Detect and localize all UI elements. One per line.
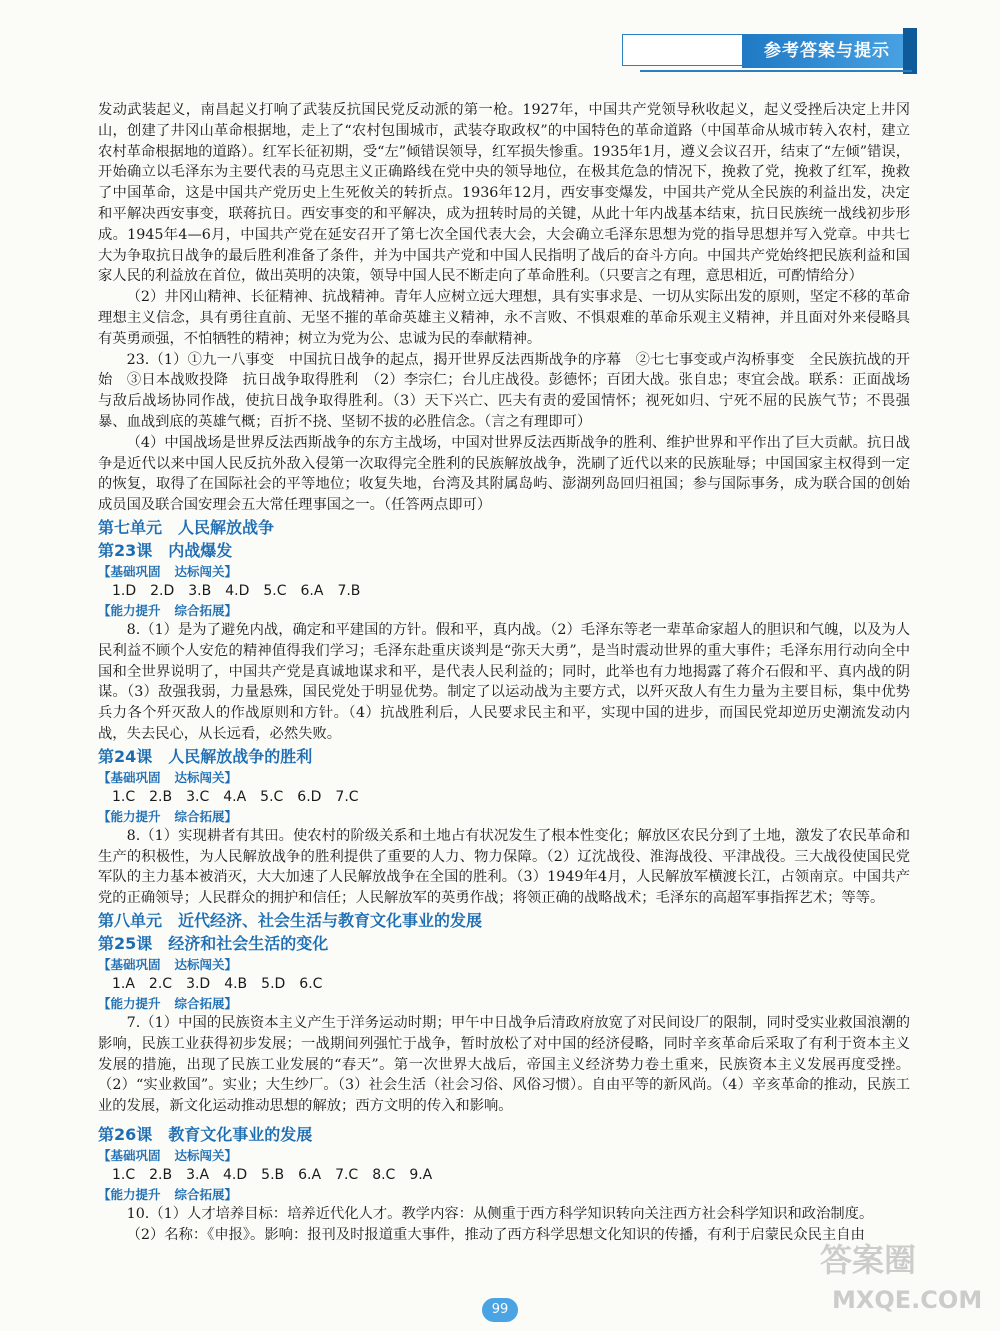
section-tag: 【基础巩固 达标闯关】 <box>98 769 238 785</box>
header-tab: 参考答案与提示 <box>742 34 912 68</box>
header-rule <box>640 70 912 72</box>
paragraph: 7.（1）中国的民族资本主义产生于洋务运动时期；甲午中日战争后清政府放宽了对民间设厂的限制，同时受实业救国浪潮的影响，民族工业获得初步发展；一战期间列强忙于战争，暂时放松了对中国的经济侵略，同时辛亥革命后采取了有利于资本主义发展的措施，出现了民族工业发展的“春天”。第一次世界大战后，帝国主义经济势力卷土重来，民族资本主义发展再度受挫。（2）“实业救国”。实业；大生纱厂。（3）社会生活（社会习俗、风俗习惯）。自由平等的新风尚。（4）辛亥革命的推动，民族工业的发展，新文化运动推动思想的解放；西方文明的传入和影响。 <box>98 1014 910 1115</box>
paragraph: （2）名称：《申报》。影响：报刊及时报道重大事件，推动了西方科学思想文化知识的传播，有利于启蒙民众民主自由 <box>126 1226 865 1243</box>
page-number: 99 <box>482 1298 518 1322</box>
lesson-title: 第26课 教育文化事业的发展 <box>98 1124 313 1144</box>
choice-answers: 1.D 2.D 3.B 4.D 5.C 6.A 7.B <box>112 582 361 599</box>
watermark: 答案圈 <box>820 1241 917 1279</box>
watermark-url: MXQE.COM <box>832 1286 983 1314</box>
section-tag: 【基础巩固 达标闯关】 <box>98 563 238 579</box>
section-tag: 【能力提升 综合拓展】 <box>98 602 238 618</box>
answer-content <box>98 100 910 1245</box>
choice-answers: 1.C 2.B 3.C 4.A 5.C 6.D 7.C <box>112 788 359 805</box>
section-tag: 【能力提升 综合拓展】 <box>98 995 238 1011</box>
header-decoration <box>903 28 917 74</box>
section-tag: 【基础巩固 达标闯关】 <box>98 956 238 972</box>
paragraph: 8.（1）实现耕者有其田。使农村的阶级关系和土地占有状况发生了根本性变化；解放区农民分到了土地，激发了农民革命和生产的积极性，为人民解放战争的胜利提供了重要的人力、物力保障。（2）辽沈战役、淮海战役、平津战役。三大战役使国民党军队的主力基本被消灭，大大加速了人民解放战争在全国的胜利。（3）1949年4月，人民解放军横渡长江，占领南京。中国共产党的正确领导；人民群众的拥护和信任；人民解放军的英勇作战；将领正确的战略战术；毛泽东的高超军事指挥艺术；等等。 <box>98 827 910 907</box>
paragraph: （4）中国战场是世界反法西斯战争的东方主战场，中国对世界反法西斯战争的胜利、维护世界和平作出了巨大贡献。抗日战争是近代以来中国人民反抗外敌入侵第一次取得完全胜利的民族解放战争，洗刷了近代以来的民族耻辱；中国国家主权得到一定的恢复，取得了在国际社会的平等地位；收复失地，台湾及其附属岛屿、澎湖列岛回归祖国；参与国际事务，成为联合国的创始成员国及联合国安理会五大常任理事国之一。（任答两点即可） <box>98 434 910 514</box>
unit-title: 第八单元 近代经济、社会生活与教育文化事业的发展 <box>98 910 483 930</box>
unit-title: 第七单元 人民解放战争 <box>98 517 275 537</box>
lesson-title: 第25课 经济和社会生活的变化 <box>98 933 329 953</box>
paragraph: 8.（1）是为了避免内战，确定和平建国的方针。假和平，真内战。（2）毛泽东等老一辈革命家超人的胆识和气魄，以及为人民利益不顾个人安危的精神值得我们学习；毛泽东赴重庆谈判是“弥天大勇”，是当时震动世界的重大事件；毛泽东用行动向全中国和全世界说明了，中国共产党是真诚地谋求和平，是代表人民利益的；同时，此举也有力地揭露了蒋介石假和平、真内战的阴谋。（3）敌强我弱，力量悬殊，国民党处于明显优势。制定了以运动战为主要方式，以歼灭敌人有生力量为主要目标，集中优势兵力各个歼灭敌人的作战原则和方针。（4）抗战胜利后，人民要求民主和平，实现中国的进步，而国民党却逆历史潮流发动内战，失去民心，从长远看，必然失败。 <box>98 621 910 742</box>
paragraph: （2）井冈山精神、长征精神、抗战精神。青年人应树立远大理想，具有实事求是、一切从实际出发的原则，坚定不移的革命理想主义信念，具有勇往直前、无坚不摧的革命英雄主义精神，永不言败、不惧艰难的革命乐观主义精神，并且面对外来侵略具有英勇顽强，不怕牺牲的精神；树立为党为公、忠诚为民的奉献精神。 <box>98 289 910 347</box>
choice-answers: 1.C 2.B 3.A 4.D 5.B 6.A 7.C 8.C 9.A <box>112 1166 433 1183</box>
paragraph: 23.（1）①九一八事变 中国抗日战争的起点，揭开世界反法西斯战争的序幕 ②七七事变或卢沟桥事变 全民族抗战的开始 ③日本战败投降 抗日战争取得胜利 （2）李宗仁；台儿庄战役。彭德怀；百团大战。张自忠；枣宜会战。联系：正面战场与敌后战场协同作战，使抗日战争取得胜利。（3）天下兴亡、匹夫有责的爱国情怀；视死如归、宁死不屈的民族气节；不畏强暴、血战到底的英雄气概；百折不挠、坚韧不拔的必胜信念。（言之有理即可） <box>98 351 910 430</box>
lesson-title: 第23课 内战爆发 <box>98 540 233 560</box>
choice-answers: 1.A 2.C 3.D 4.B 5.D 6.C <box>112 975 323 992</box>
section-tag: 【能力提升 综合拓展】 <box>98 808 238 824</box>
paragraph: 发动武装起义，南昌起义打响了武装反抗国民党反动派的第一枪。1927年，中国共产党领导秋收起义，起义受挫后决定上井冈山，创建了井冈山革命根据地，走上了“农村包围城市，武装夺取政权”的中国特色的革命道路（中国革命从城市转入农村，建立农村革命根据地的道路）。红军长征初期，受“左”倾错误领导，红军损失惨重。1935年1月，遵义会议召开，结束了“左倾”错误，开始确立以毛泽东为主要代表的马克思主义正确路线在党中央的领导地位，在极其危急的情况下，挽救了党，挽救了红军，挽救了中国革命，这是中国共产党历史上生死攸关的转折点。1936年12月，西安事变爆发，中国共产党从全民族的利益出发，决定和平解决西安事变，联蒋抗日。西安事变的和平解决，成为扭转时局的关键，从此十年内战基本结束，抗日民族统一战线初步形成。1945年4—6月，中国共产党在延安召开了第七次全国代表大会，大会确立毛泽东思想为党的指导思想并写入党章。中共七大为争取抗日战争的最后胜利准备了条件，并为中国共产党和中国人民指明了战后的奋斗方向。中国共产党始终把民族利益和国家人民的利益放在首位，做出英明的决策，领导中国人民不断走向了革命胜利。（只要言之有理，意思相近，可酌情给分） <box>98 102 910 285</box>
paragraph: 10.（1）人才培养目标：培养近代化人才。教学内容：从侧重于西方科学知识转向关注西方社会科学知识和政治制度。 <box>126 1205 874 1222</box>
header-frame <box>622 34 752 66</box>
section-tag: 【能力提升 综合拓展】 <box>98 1186 238 1202</box>
lesson-title: 第24课 人民解放战争的胜利 <box>98 746 313 766</box>
section-tag: 【基础巩固 达标闯关】 <box>98 1147 238 1163</box>
